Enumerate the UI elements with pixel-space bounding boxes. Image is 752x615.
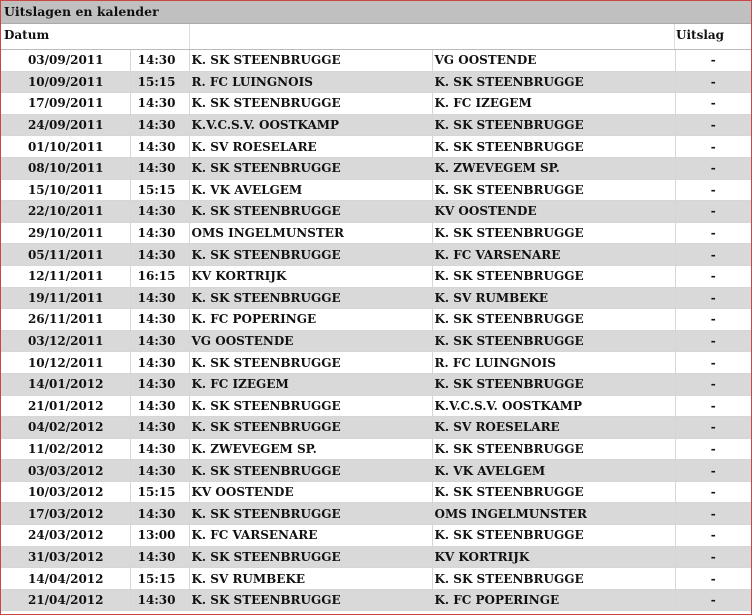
match-date: 22/10/2011 [1, 201, 130, 223]
away-team: K. SK STEENBRUGGE [432, 373, 675, 395]
match-date: 04/02/2012 [1, 417, 130, 439]
table-row [1, 546, 751, 568]
match-date: 17/03/2012 [1, 503, 130, 525]
match-date: 21/01/2012 [1, 395, 130, 417]
header-uitslag: Uitslag [676, 28, 725, 42]
match-time: 14:30 [130, 352, 189, 374]
match-time: 14:30 [130, 438, 189, 460]
match-date: 24/09/2011 [1, 114, 130, 136]
match-time: 14:30 [130, 546, 189, 568]
panel-title: Uitslagen en kalender [1, 1, 751, 24]
match-time: 14:30 [130, 309, 189, 331]
table-row [1, 244, 751, 266]
table-row [1, 309, 751, 331]
match-time: 14:30 [130, 136, 189, 158]
table-row [1, 373, 751, 395]
table-row [1, 201, 751, 223]
away-team: K. SK STEENBRUGGE [432, 309, 675, 331]
home-team: K. SK STEENBRUGGE [189, 352, 432, 374]
table-row [1, 568, 751, 590]
match-result: - [675, 71, 751, 93]
table-row [1, 503, 751, 525]
table-row [1, 395, 751, 417]
table-row [1, 417, 751, 439]
away-team: K. SK STEENBRUGGE [432, 222, 675, 244]
match-date: 10/12/2011 [1, 352, 130, 374]
match-date: 12/11/2011 [1, 265, 130, 287]
match-result: - [675, 157, 751, 179]
match-date: 31/03/2012 [1, 546, 130, 568]
match-result: - [675, 352, 751, 374]
away-team: OMS INGELMUNSTER [432, 503, 675, 525]
away-team: K. SK STEENBRUGGE [432, 330, 675, 352]
match-date: 10/09/2011 [1, 71, 130, 93]
home-team: K. SK STEENBRUGGE [189, 201, 432, 223]
match-result: - [675, 525, 751, 547]
home-team: K. VK AVELGEM [189, 179, 432, 201]
away-team: R. FC LUINGNOIS [432, 352, 675, 374]
match-time: 15:15 [130, 71, 189, 93]
match-date: 21/04/2012 [1, 589, 130, 611]
home-team: K. SK STEENBRUGGE [189, 93, 432, 115]
match-date: 14/01/2012 [1, 373, 130, 395]
match-time: 14:30 [130, 157, 189, 179]
match-time: 13:00 [130, 525, 189, 547]
match-result: - [675, 417, 751, 439]
table-row [1, 481, 751, 503]
away-team: KV KORTRIJK [432, 546, 675, 568]
match-date: 05/11/2011 [1, 244, 130, 266]
match-time: 14:30 [130, 589, 189, 611]
table-row [1, 287, 751, 309]
match-time: 14:30 [130, 222, 189, 244]
home-team: K. SK STEENBRUGGE [189, 244, 432, 266]
match-date: 29/10/2011 [1, 222, 130, 244]
home-team: OMS INGELMUNSTER [189, 222, 432, 244]
away-team: KV OOSTENDE [432, 201, 675, 223]
match-date: 19/11/2011 [1, 287, 130, 309]
home-team: K. SK STEENBRUGGE [189, 503, 432, 525]
home-team: K. SV RUMBEKE [189, 568, 432, 590]
table-row [1, 330, 751, 352]
away-team: K. SK STEENBRUGGE [432, 438, 675, 460]
match-result: - [675, 244, 751, 266]
home-team: K. SK STEENBRUGGE [189, 417, 432, 439]
match-time: 16:15 [130, 265, 189, 287]
match-result: - [675, 589, 751, 611]
match-result: - [675, 568, 751, 590]
table-row [1, 136, 751, 158]
match-table [1, 50, 751, 611]
home-team: K. SK STEENBRUGGE [189, 589, 432, 611]
match-result: - [675, 438, 751, 460]
match-result: - [675, 481, 751, 503]
match-result: - [675, 201, 751, 223]
away-team: K. ZWEVEGEM SP. [432, 157, 675, 179]
match-time: 14:30 [130, 50, 189, 71]
away-team: K. FC POPERINGE [432, 589, 675, 611]
match-time: 14:30 [130, 395, 189, 417]
table-row [1, 589, 751, 611]
table-row [1, 222, 751, 244]
table-row [1, 50, 751, 71]
table-row [1, 157, 751, 179]
match-result: - [675, 114, 751, 136]
match-result: - [675, 136, 751, 158]
match-result: - [675, 309, 751, 331]
away-team: K. VK AVELGEM [432, 460, 675, 482]
header-datum: Datum [4, 28, 50, 42]
away-team: K. SK STEENBRUGGE [432, 71, 675, 93]
table-row [1, 114, 751, 136]
away-team: K.V.C.S.V. OOSTKAMP [432, 395, 675, 417]
match-time: 14:30 [130, 93, 189, 115]
match-date: 24/03/2012 [1, 525, 130, 547]
match-result: - [675, 330, 751, 352]
away-team: K. SK STEENBRUGGE [432, 136, 675, 158]
home-team: K. SK STEENBRUGGE [189, 287, 432, 309]
home-team: K. SK STEENBRUGGE [189, 460, 432, 482]
match-result: - [675, 373, 751, 395]
home-team: K. SV ROESELARE [189, 136, 432, 158]
away-team: K. SK STEENBRUGGE [432, 568, 675, 590]
home-team: K. SK STEENBRUGGE [189, 395, 432, 417]
table-row [1, 179, 751, 201]
away-team: K. SK STEENBRUGGE [432, 179, 675, 201]
away-team: VG OOSTENDE [432, 50, 675, 71]
match-time: 14:30 [130, 373, 189, 395]
match-result: - [675, 546, 751, 568]
away-team: K. SK STEENBRUGGE [432, 481, 675, 503]
match-time: 14:30 [130, 114, 189, 136]
match-date: 11/02/2012 [1, 438, 130, 460]
match-date: 10/03/2012 [1, 481, 130, 503]
away-team: K. SK STEENBRUGGE [432, 525, 675, 547]
away-team: K. SK STEENBRUGGE [432, 265, 675, 287]
match-date: 17/09/2011 [1, 93, 130, 115]
match-date: 14/04/2012 [1, 568, 130, 590]
table-row [1, 460, 751, 482]
table-row [1, 438, 751, 460]
match-date: 26/11/2011 [1, 309, 130, 331]
match-time: 15:15 [130, 481, 189, 503]
table-row [1, 93, 751, 115]
header-divider [189, 24, 190, 49]
home-team: K. FC IZEGEM [189, 373, 432, 395]
match-result: - [675, 93, 751, 115]
home-team: R. FC LUINGNOIS [189, 71, 432, 93]
column-header-row [1, 24, 751, 50]
away-team: K. FC VARSENARE [432, 244, 675, 266]
match-result: - [675, 179, 751, 201]
table-row [1, 525, 751, 547]
match-time: 14:30 [130, 417, 189, 439]
home-team: VG OOSTENDE [189, 330, 432, 352]
table-row [1, 352, 751, 374]
home-team: K. FC POPERINGE [189, 309, 432, 331]
away-team: K. FC IZEGEM [432, 93, 675, 115]
match-time: 14:30 [130, 503, 189, 525]
header-divider [674, 24, 675, 49]
table-row [1, 71, 751, 93]
match-result: - [675, 287, 751, 309]
match-result: - [675, 503, 751, 525]
match-date: 01/10/2011 [1, 136, 130, 158]
match-time: 14:30 [130, 244, 189, 266]
match-result: - [675, 460, 751, 482]
home-team: K.V.C.S.V. OOSTKAMP [189, 114, 432, 136]
match-time: 15:15 [130, 179, 189, 201]
away-team: K. SK STEENBRUGGE [432, 114, 675, 136]
home-team: KV OOSTENDE [189, 481, 432, 503]
match-result: - [675, 50, 751, 71]
match-time: 14:30 [130, 460, 189, 482]
match-result: - [675, 222, 751, 244]
home-team: K. SK STEENBRUGGE [189, 546, 432, 568]
home-team: K. FC VARSENARE [189, 525, 432, 547]
match-date: 03/12/2011 [1, 330, 130, 352]
match-result: - [675, 395, 751, 417]
home-team: KV KORTRIJK [189, 265, 432, 287]
match-time: 14:30 [130, 201, 189, 223]
match-date: 03/09/2011 [1, 50, 130, 71]
table-row [1, 265, 751, 287]
away-team: K. SV ROESELARE [432, 417, 675, 439]
match-date: 08/10/2011 [1, 157, 130, 179]
home-team: K. SK STEENBRUGGE [189, 50, 432, 71]
away-team: K. SV RUMBEKE [432, 287, 675, 309]
match-result: - [675, 265, 751, 287]
match-table-body [1, 50, 751, 611]
home-team: K. ZWEVEGEM SP. [189, 438, 432, 460]
match-time: 14:30 [130, 287, 189, 309]
match-date: 03/03/2012 [1, 460, 130, 482]
match-time: 15:15 [130, 568, 189, 590]
match-date: 15/10/2011 [1, 179, 130, 201]
home-team: K. SK STEENBRUGGE [189, 157, 432, 179]
match-time: 14:30 [130, 330, 189, 352]
